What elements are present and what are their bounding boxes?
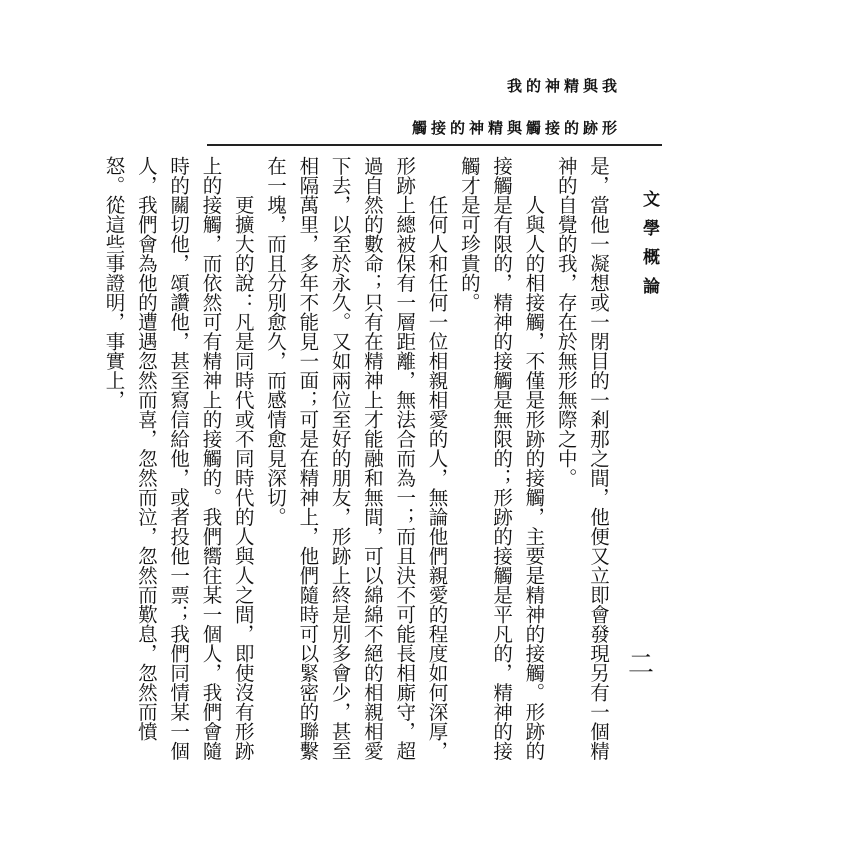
- paragraph-broader-view: 更擴大的說：凡是同時代或不同時代的人與人之間，即使沒有形跡上的接觸，而依然可有精神上的接觸的。我們嚮往某一個人，我們會隨時的關切他，頌讚他，甚至寫信給他，或者投他一票；我們同情某一個人，我們會為他的遭遇忽然而喜，忽然而泣，忽然而歎息，忽然而憤怒。從這些事證明，事實上，: [102, 156, 255, 761]
- paragraph-contact: 人與人的相接觸，不僅是形跡的接觸，主要是精神的接觸。形跡的接觸是有限的，精神的接觸是無限的；形跡的接觸是平凡的，精神的接觸才是可珍貴的。: [457, 156, 546, 761]
- paragraph-love-and-friendship: 任何人和任何一位相親相愛的人，無論他們親愛的程度如何深厚，形跡上總被保有一層距離，無法合而為一；而且決不可能長相廝守，超過自然的數命；只有在精神上才能融和無間，可以綿綿不絕的相親相愛下去，以至於永久。又如兩位至好的朋友，形跡上終是別多會少，甚至相隔萬里，多年不能見一面；可是在精神上，他們隨時可以緊密的聯繫在一塊，而且分別愈久，而感情愈見深切。: [264, 156, 449, 761]
- margin-note-physical-and-spiritual-contact: 形跡的接觸與精神的接觸: [410, 120, 618, 135]
- margin-note-spiritual-self: 我與精神的我: [505, 78, 618, 93]
- header-rule: [207, 144, 662, 146]
- running-head: 文學概論: [639, 190, 659, 306]
- page-number: 二: [628, 650, 655, 680]
- margin-notes: [409, 78, 618, 140]
- paragraph-continuation: 是，當他一凝想或一閉目的一剎那之間，他便又立即會發現另有一個精神的自覺的我，存在於無形無際之中。: [554, 156, 610, 761]
- body-text: [102, 156, 614, 766]
